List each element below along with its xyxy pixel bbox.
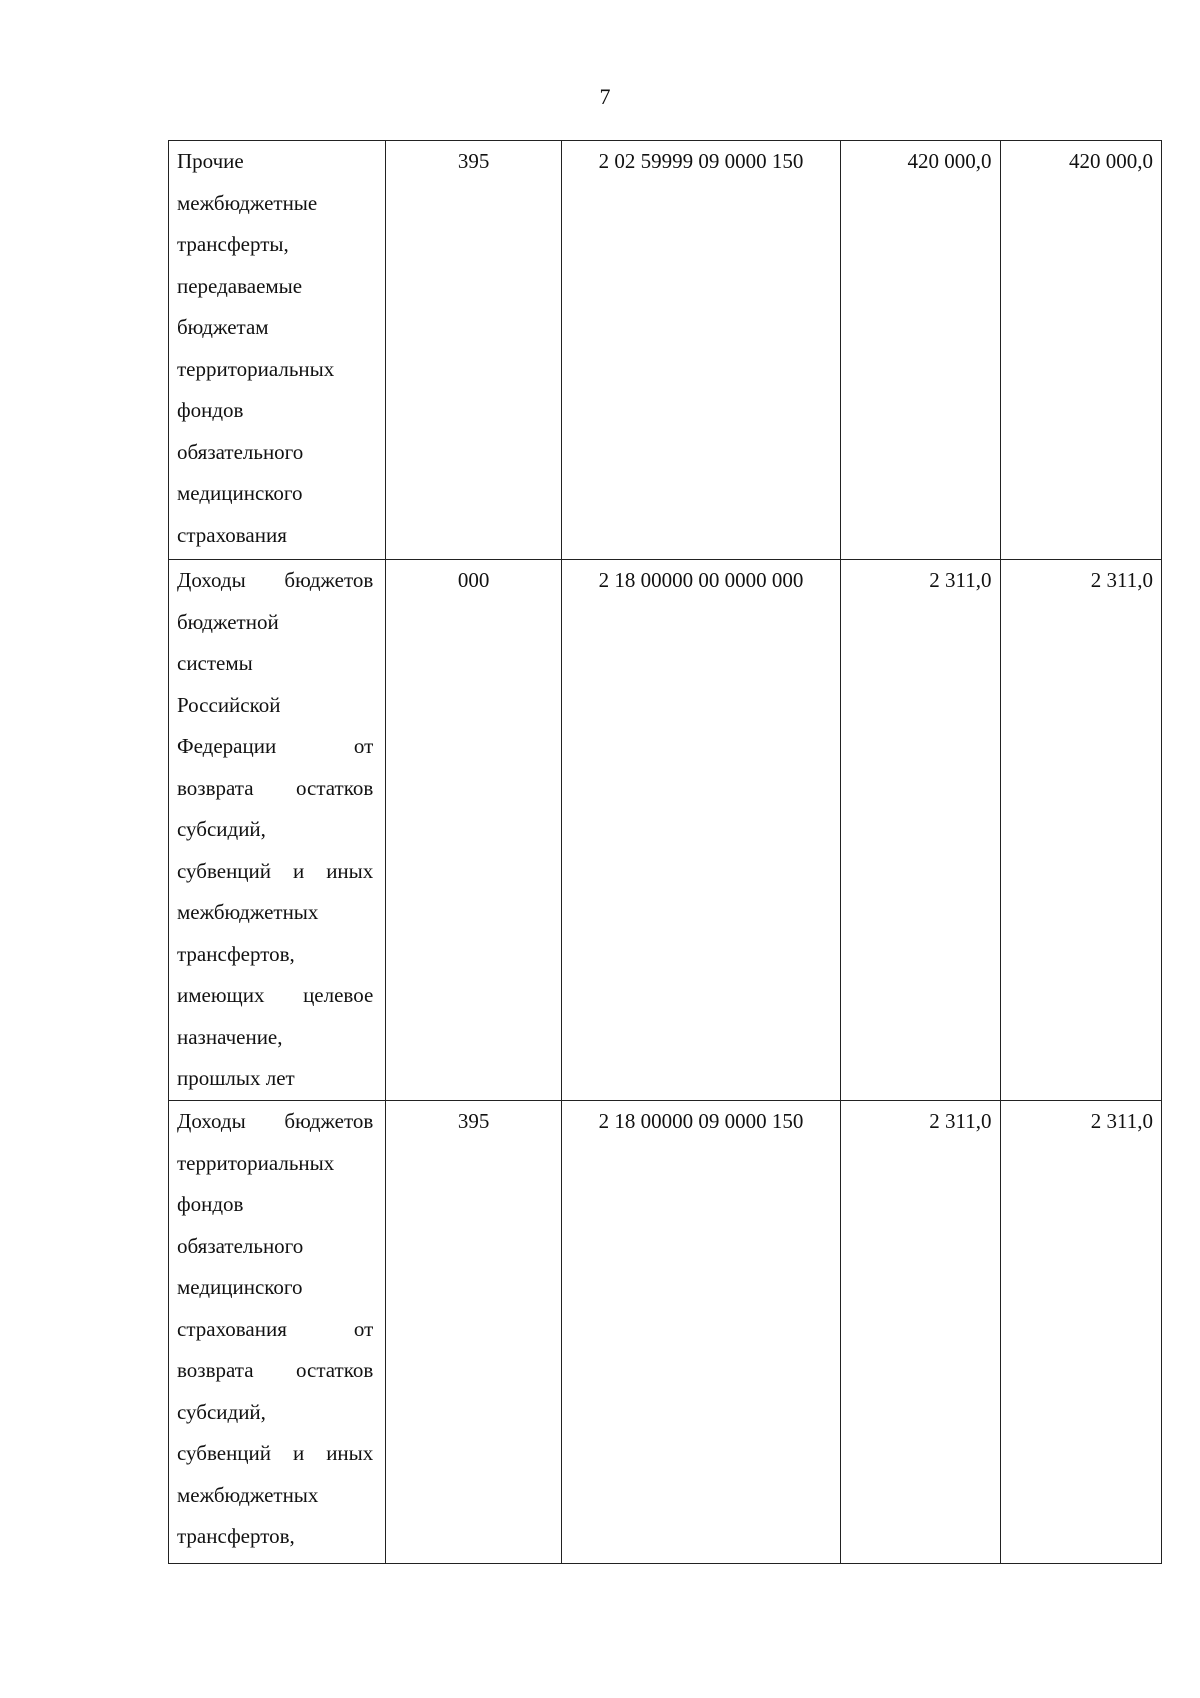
revenue-name-line: системы xyxy=(177,651,253,675)
revenue-name-line: возврата остатков xyxy=(177,1358,374,1382)
page-number: 7 xyxy=(599,84,611,109)
budget-code-cell: 2 18 00000 00 0000 000 xyxy=(561,560,840,1101)
budget-revenue-table xyxy=(168,140,1162,1564)
revenue-name-line: межбюджетные xyxy=(177,190,318,215)
amount-cell-2: 2 311,0 xyxy=(1000,560,1161,1101)
table-row xyxy=(169,1101,1162,1564)
revenue-name-line: назначение, xyxy=(177,1024,283,1049)
revenue-name-line: трансфертов, xyxy=(177,941,295,966)
revenue-name-line: бюджетной xyxy=(177,609,279,634)
revenue-name-line: территориальных xyxy=(177,356,335,381)
revenue-name-line: межбюджетных xyxy=(177,1482,319,1507)
revenue-name-line: Прочие xyxy=(177,149,244,173)
revenue-name-line: субвенций и иных xyxy=(177,858,374,883)
revenue-name-line: Российской xyxy=(177,692,281,717)
revenue-name-line: межбюджетных xyxy=(177,900,319,924)
revenue-name-line: медицинского xyxy=(177,1275,303,1299)
revenue-name-line: возврата остатков xyxy=(177,775,374,800)
revenue-name-line: имеющих целевое xyxy=(177,983,374,1007)
amount-cell-2: 2 311,0 xyxy=(1000,1101,1161,1564)
revenue-name-line: Доходы бюджетов xyxy=(177,1109,374,1133)
revenue-name-line: страхования xyxy=(177,522,287,547)
revenue-name-line: фондов xyxy=(177,1192,244,1216)
revenue-name-cell xyxy=(169,141,386,560)
revenue-name-cell xyxy=(169,560,386,1101)
admin-code-cell: 395 xyxy=(386,141,562,560)
admin-code-cell: 395 xyxy=(386,1101,562,1564)
revenue-name-line: территориальных xyxy=(177,1150,335,1175)
table-row xyxy=(169,560,1162,1101)
revenue-name-line: бюджетам xyxy=(177,315,269,339)
revenue-name-line: Федерации от xyxy=(177,734,374,758)
revenue-name-line: субсидий, xyxy=(177,1399,266,1424)
revenue-name-line: субвенций и иных xyxy=(177,1441,374,1465)
admin-code-cell: 000 xyxy=(386,560,562,1101)
revenue-name-line: трансферты, xyxy=(177,232,289,256)
table-row xyxy=(169,141,1162,560)
budget-code-cell: 2 18 00000 09 0000 150 xyxy=(561,1101,840,1564)
revenue-name-cell xyxy=(169,1101,386,1564)
revenue-name-line: прошлых лет xyxy=(177,1066,295,1090)
revenue-name-line: передаваемые xyxy=(177,273,303,298)
revenue-name-line: страхования от xyxy=(177,1316,374,1341)
budget-code-cell: 2 02 59999 09 0000 150 xyxy=(561,141,840,560)
revenue-name-line: Доходы бюджетов xyxy=(177,568,374,592)
revenue-name-line: обязательного xyxy=(177,439,304,464)
revenue-name-line: субсидий, xyxy=(177,817,266,841)
revenue-name-line: фондов xyxy=(177,398,244,422)
amount-cell-1: 420 000,0 xyxy=(841,141,1000,560)
revenue-name-line: обязательного xyxy=(177,1233,304,1258)
amount-cell-1: 2 311,0 xyxy=(841,560,1000,1101)
revenue-name-line: медицинского xyxy=(177,481,303,505)
amount-cell-2: 420 000,0 xyxy=(1000,141,1161,560)
amount-cell-1: 2 311,0 xyxy=(841,1101,1000,1564)
revenue-name-line: трансфертов, xyxy=(177,1524,295,1548)
